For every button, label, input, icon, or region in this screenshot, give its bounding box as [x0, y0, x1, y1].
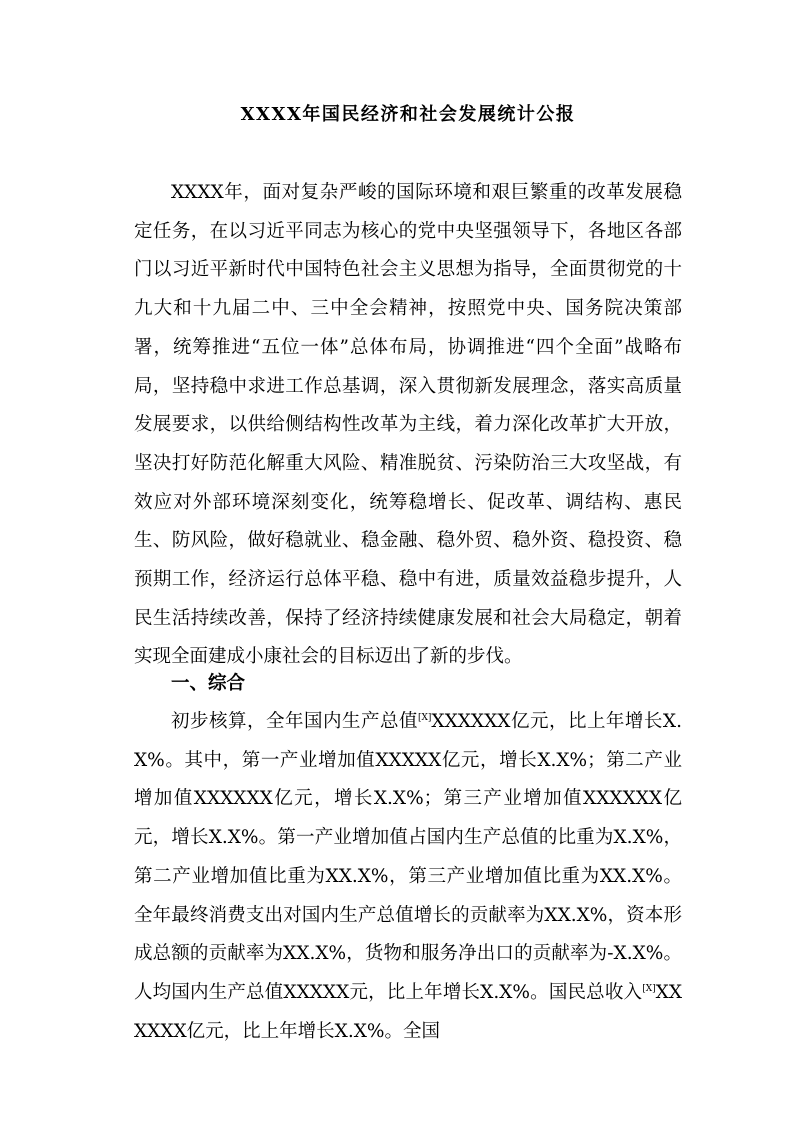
paragraph-text: 初步核算，全年国内生产总值 — [171, 711, 418, 732]
section-heading-overview: 一、综合 — [171, 673, 246, 694]
footnote-marker[interactable]: [X] — [417, 712, 432, 723]
intro-paragraph: XXXX年，面对复杂严峻的国际环境和艰巨繁重的改革发展稳定任务，在以习近平同志为核心的党中央坚强领导下，各地区各部门以习近平新时代中国特色社会主义思想为指导，全面贯彻党的十九大和十九届二中、三中全会精神，按照党中央、国务院决策部署，统筹推进“五位一体”总体布局，协调推进“四个全面”战略布局，坚持稳中求进工作总基调，深入贯彻新发展理念，落实高质量发展要求，以供给侧结构性改革为主线，着力深化改革扩大开放，坚决打好防范化解重大风险、精准脱贫、污染防治三大攻坚战，有效应对外部环境深刻变化，统筹稳增长、促改革、调结构、惠民生、防风险，做好稳就业、稳金融、稳外贸、稳外资、稳投资、稳预期工作，经济运行总体平稳、稳中有进，质量效益稳步提升，人民生活持续改善，保持了经济持续健康发展和社会大局稳定，朝着实现全面建成小康社会的目标迈出了新的步伐。 — [134, 182, 682, 668]
footnote-marker[interactable]: [X] — [642, 983, 656, 994]
paragraph-text: XXXXXX亿元，比上年增长X.X%。全国 — [134, 981, 682, 1042]
paragraph-text: XXXXXX亿元，比上年增长X.X%。其中，第一产业增加值XXXXX亿元，增长X.X%；第二产业增加值XXXXXX亿元，增长X.X%；第三产业增加值XXXXXX亿元，增长X.X%。第一产业增加值占国内生产总值的比重为X.X%，第二产业增加值比重为XX.X%，第三产业增加值比重为XX.X%。全年最终消费支出对国内生产总值增长的贡献率为XX.X%，资本形成总额的贡献率为XX.X%，货物和服务净出口的贡献率为-X.X%。人均国内生产总值XXXXX元，比上年增长X.X%。国民总收入 — [134, 711, 682, 1003]
document-title: XXXX年国民经济和社会发展统计公报 — [240, 104, 576, 125]
section-overview-paragraph — [134, 703, 682, 1051]
